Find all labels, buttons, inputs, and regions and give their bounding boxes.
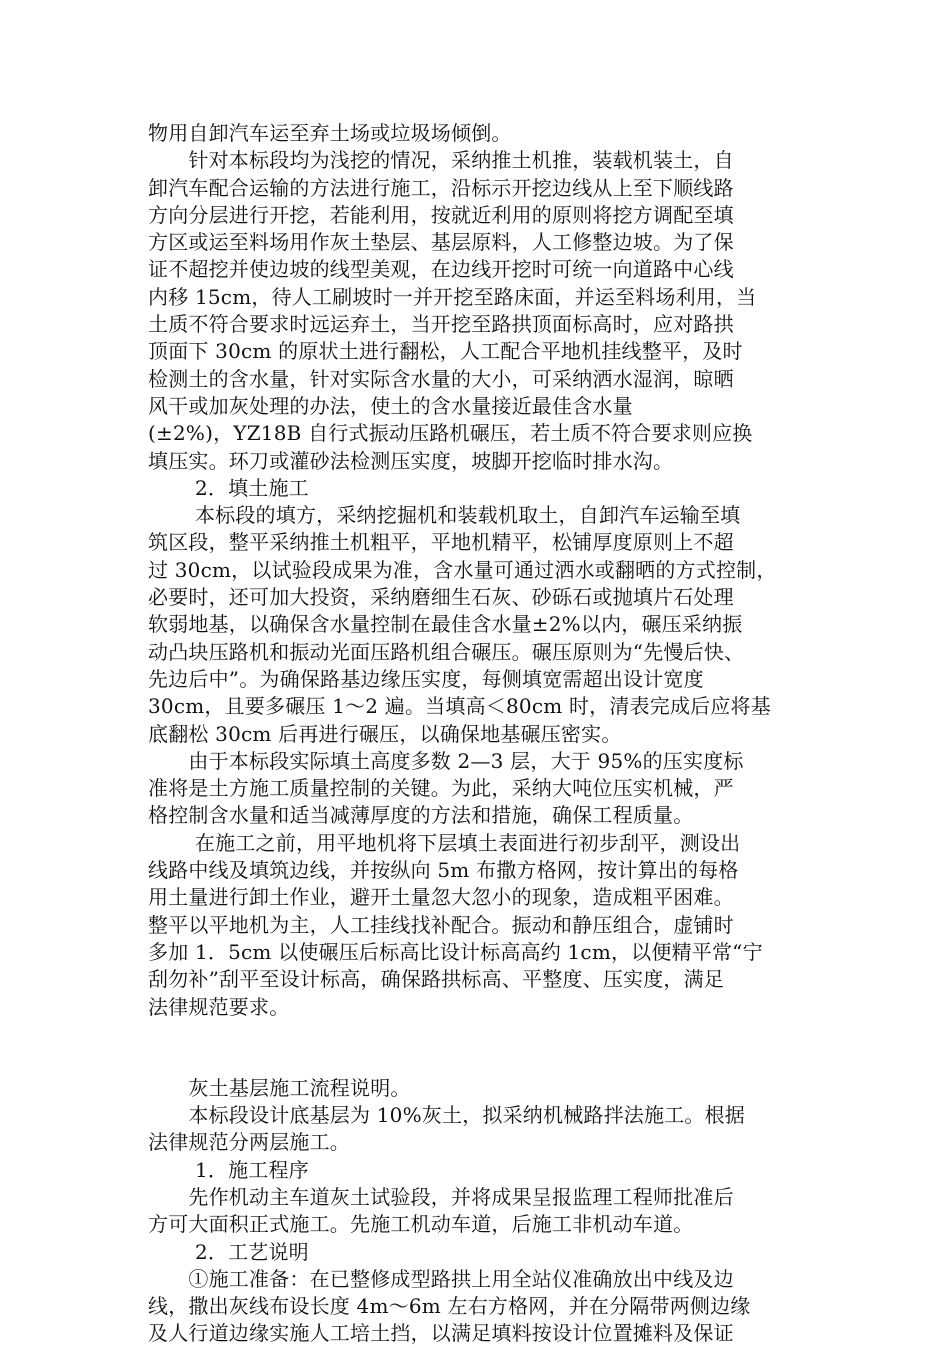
paragraph-line: 方区或运至料场用作灰土垫层、基层原料，人工修整边坡。为了保	[148, 230, 734, 255]
paragraph-line: 格控制含水量和适当减薄厚度的方法和措施，确保工程质量。	[148, 803, 694, 828]
paragraph-line: 由于本标段实际填土高度多数 2—3 层，大于 95%的压实度标	[148, 748, 744, 773]
section-heading: 2．填土施工	[148, 475, 309, 500]
paragraph-line: 30cm，且要多碾压 1～2 遍。当填高＜80cm 时，清表完成后应将基	[148, 694, 771, 719]
paragraph-line: 底翻松 30cm 后再进行碾压，以确保地基碾压密实。	[148, 721, 622, 746]
paragraph-line: 风干或加灰处理的办法，使土的含水量接近最佳含水量	[148, 393, 633, 418]
paragraph-line: (±2%)，YZ18B 自行式振动压路机碾压，若土质不符合要求则应换	[148, 421, 753, 446]
section-title: 灰土基层施工流程说明。	[148, 1075, 411, 1100]
paragraph-line: 动凸块压路机和振动光面压路机组合碾压。碾压原则为“先慢后快、	[148, 639, 745, 664]
section-heading: 2．工艺说明	[148, 1239, 309, 1264]
paragraph-line: 本标段设计底基层为 10%灰土，拟采纳机械路拌法施工。根据	[148, 1103, 746, 1128]
section-heading: 1．施工程序	[148, 1157, 309, 1182]
paragraph-line: 过 30cm，以试验段成果为准，含水量可通过洒水或翻晒的方式控制，	[148, 557, 777, 582]
paragraph-line: 法律规范要求。	[148, 994, 290, 1019]
paragraph-line: 刮勿补”刮平至设计标高，确保路拱标高、平整度、压实度，满足	[148, 967, 725, 992]
paragraph-gap	[148, 1021, 813, 1075]
paragraph-line: ①施工准备：在已整修成型路拱上用全站仪准确放出中线及边	[148, 1266, 734, 1291]
paragraph-line: 针对本标段均为浅挖的情况，采纳推土机推，装载机装土，自	[148, 148, 734, 173]
paragraph-line: 用土量进行卸土作业，避开土量忽大忽小的现象，造成粗平困难。	[148, 885, 734, 910]
paragraph-line: 先作机动主车道灰土试验段，并将成果呈报监理工程师批准后	[148, 1184, 734, 1209]
paragraph-line: 及人行道边缘实施人工培土挡，以满足填料按设计位置摊料及保证	[148, 1321, 734, 1346]
paragraph-line: 物用自卸汽车运至弃土场或垃圾场倾倒。	[148, 121, 512, 145]
paragraph-line: 软弱地基，以确保含水量控制在最佳含水量±2%以内，碾压采纳振	[148, 612, 743, 637]
paragraph-line: 方可大面积正式施工。先施工机动车道，后施工非机动车道。	[148, 1212, 694, 1237]
paragraph-line: 卸汽车配合运输的方法进行施工，沿标示开挖边线从上至下顺线路	[148, 175, 734, 200]
paragraph-line: 多加 1．5cm 以使碾压后标高比设计标高高约 1cm，以便精平常“宁	[148, 939, 763, 964]
paragraph-line: 填压实。环刀或灌砂法检测压实度，坡脚开挖临时排水沟。	[148, 448, 674, 473]
paragraph-line: 顶面下 30cm 的原状土进行翻松，人工配合平地机挂线整平，及时	[148, 339, 743, 364]
document-body	[148, 120, 813, 1348]
paragraph-line: 法律规范分两层施工。	[148, 1130, 350, 1155]
paragraph-line: 土质不符合要求时远运弃土，当开挖至路拱顶面标高时，应对路拱	[148, 312, 734, 337]
paragraph-line: 在施工之前，用平地机将下层填土表面进行初步刮平，测设出	[148, 830, 741, 855]
paragraph-line: 整平以平地机为主，人工挂线找补配合。振动和静压组合，虚铺时	[148, 912, 734, 937]
paragraph-line: 本标段的填方，采纳挖掘机和装载机取土，自卸汽车运输至填	[148, 503, 741, 528]
paragraph-line: 先边后中”。为确保路基边缘压实度，每侧填宽需超出设计宽度	[148, 666, 704, 691]
paragraph-line: 线路中线及填筑边线，并按纵向 5m 布撒方格网，按计算出的每格	[148, 858, 739, 883]
paragraph-line: 证不超挖并使边坡的线型美观，在边线开挖时可统一向道路中心线	[148, 257, 734, 282]
paragraph-line: 检测土的含水量，针对实际含水量的大小，可采纳洒水湿润，晾晒	[148, 366, 734, 391]
paragraph-line: 方向分层进行开挖，若能利用，按就近利用的原则将挖方调配至填	[148, 202, 734, 227]
paragraph-line: 内移 15cm，待人工刷坡时一并开挖至路床面，并运至料场利用，当	[148, 284, 757, 309]
paragraph-line: 必要时，还可加大投资，采纳磨细生石灰、砂砾石或抛填片石处理	[148, 585, 734, 610]
paragraph-line: 筑区段，整平采纳推土机粗平，平地机精平，松铺厚度原则上不超	[148, 530, 734, 555]
paragraph-line: 线，撒出灰线布设长度 4m～6m 左右方格网，并在分隔带两侧边缘	[148, 1294, 751, 1319]
paragraph-line: 准将是土方施工质量控制的关键。为此，采纳大吨位压实机械，严	[148, 776, 734, 801]
